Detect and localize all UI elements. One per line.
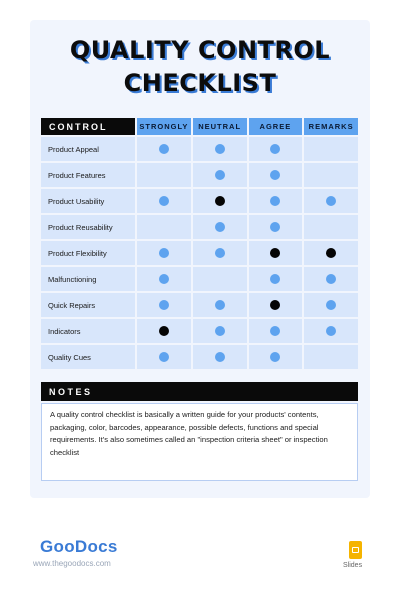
cell-neutral[interactable]: [193, 345, 247, 369]
row-label: Product Usability: [41, 189, 135, 213]
header-neutral: NEUTRAL: [193, 118, 247, 135]
cell-neutral[interactable]: [193, 267, 247, 291]
cell-neutral[interactable]: [193, 137, 247, 161]
option-dot-icon[interactable]: [326, 274, 336, 284]
cell-agree[interactable]: [249, 215, 303, 239]
row-label: Product Features: [41, 163, 135, 187]
cell-remarks[interactable]: [304, 267, 358, 291]
row-label: Quick Repairs: [41, 293, 135, 317]
selected-dot-icon[interactable]: [159, 326, 169, 336]
row-label: Product Appeal: [41, 137, 135, 161]
table-body: [41, 137, 358, 369]
option-dot-icon[interactable]: [159, 300, 169, 310]
option-dot-icon[interactable]: [159, 144, 169, 154]
cell-agree[interactable]: [249, 267, 303, 291]
selected-dot-icon[interactable]: [270, 300, 280, 310]
table-header-row: [41, 118, 358, 135]
option-dot-icon[interactable]: [215, 222, 225, 232]
cell-neutral[interactable]: [193, 189, 247, 213]
selected-dot-icon[interactable]: [270, 248, 280, 258]
cell-neutral[interactable]: [193, 319, 247, 343]
row-label: Quality Cues: [41, 345, 135, 369]
cell-agree[interactable]: [249, 189, 303, 213]
option-dot-icon[interactable]: [270, 274, 280, 284]
option-dot-icon[interactable]: [215, 144, 225, 154]
row-label: Indicators: [41, 319, 135, 343]
table-row: [41, 189, 358, 213]
option-dot-icon[interactable]: [326, 300, 336, 310]
cell-strongly[interactable]: [137, 189, 191, 213]
option-dot-icon[interactable]: [215, 326, 225, 336]
header-remarks: REMARKS: [304, 118, 358, 135]
notes-text: A quality control checklist is basically a written guide for your products' contents, packaging, color, barcodes, appearance, possible defects, functions and special requirements. It's also sometimes called an "inspection criteria sheet" or inspection checklist: [41, 403, 358, 481]
selected-dot-icon[interactable]: [215, 196, 225, 206]
option-dot-icon[interactable]: [159, 196, 169, 206]
checklist-table: [41, 118, 358, 369]
header-strongly: STRONGLY: [137, 118, 191, 135]
cell-remarks[interactable]: [304, 137, 358, 161]
option-dot-icon[interactable]: [159, 274, 169, 284]
row-label: Malfunctioning: [41, 267, 135, 291]
cell-strongly[interactable]: [137, 345, 191, 369]
header-control: CONTROL: [41, 118, 135, 135]
option-dot-icon[interactable]: [326, 326, 336, 336]
cell-neutral[interactable]: [193, 163, 247, 187]
option-dot-icon[interactable]: [215, 352, 225, 362]
option-dot-icon[interactable]: [215, 248, 225, 258]
notes-heading: NOTES: [41, 382, 358, 401]
option-dot-icon[interactable]: [215, 300, 225, 310]
option-dot-icon[interactable]: [270, 196, 280, 206]
cell-agree[interactable]: [249, 293, 303, 317]
goodocs-logo[interactable]: GooDocs: [40, 537, 118, 556]
cell-strongly[interactable]: [137, 293, 191, 317]
cell-neutral[interactable]: [193, 215, 247, 239]
cell-agree[interactable]: [249, 163, 303, 187]
selected-dot-icon[interactable]: [326, 248, 336, 258]
cell-agree[interactable]: [249, 345, 303, 369]
table-row: [41, 319, 358, 343]
option-dot-icon[interactable]: [270, 352, 280, 362]
cell-remarks[interactable]: [304, 241, 358, 265]
cell-neutral[interactable]: [193, 293, 247, 317]
header-agree: AGREE: [249, 118, 303, 135]
cell-strongly[interactable]: [137, 163, 191, 187]
option-dot-icon[interactable]: [270, 170, 280, 180]
cell-remarks[interactable]: [304, 293, 358, 317]
cell-strongly[interactable]: [137, 267, 191, 291]
goodocs-url[interactable]: www.thegoodocs.com: [33, 559, 111, 568]
page-title-line1: QUALITY CONTROL: [69, 36, 331, 64]
option-dot-icon[interactable]: [215, 170, 225, 180]
cell-neutral[interactable]: [193, 241, 247, 265]
cell-remarks[interactable]: [304, 215, 358, 239]
table-row: [41, 293, 358, 317]
slides-label: Slides: [343, 562, 363, 569]
option-dot-icon[interactable]: [270, 144, 280, 154]
cell-strongly[interactable]: [137, 319, 191, 343]
option-dot-icon[interactable]: [270, 222, 280, 232]
row-label: Product Reusability: [41, 215, 135, 239]
cell-remarks[interactable]: [304, 319, 358, 343]
table-row: [41, 215, 358, 239]
table-row: [41, 137, 358, 161]
table-row: [41, 267, 358, 291]
cell-strongly[interactable]: [137, 137, 191, 161]
option-dot-icon[interactable]: [159, 352, 169, 362]
option-dot-icon[interactable]: [326, 196, 336, 206]
cell-remarks[interactable]: [304, 189, 358, 213]
option-dot-icon[interactable]: [270, 326, 280, 336]
google-slides-icon: [349, 541, 362, 559]
cell-remarks[interactable]: [304, 163, 358, 187]
cell-agree[interactable]: [249, 241, 303, 265]
option-dot-icon[interactable]: [159, 248, 169, 258]
row-label: Product Flexibility: [41, 241, 135, 265]
page-title-line2: CHECKLIST: [123, 69, 277, 97]
cell-remarks[interactable]: [304, 345, 358, 369]
cell-agree[interactable]: [249, 319, 303, 343]
cell-strongly[interactable]: [137, 215, 191, 239]
table-row: [41, 345, 358, 369]
table-row: [41, 163, 358, 187]
cell-agree[interactable]: [249, 137, 303, 161]
cell-strongly[interactable]: [137, 241, 191, 265]
table-row: [41, 241, 358, 265]
